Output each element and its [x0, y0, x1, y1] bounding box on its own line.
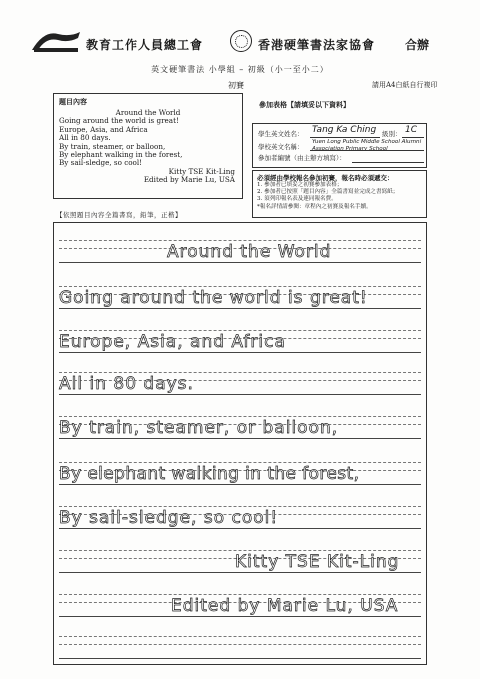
- calligraphy-seal-icon: [230, 30, 252, 52]
- union-logo-icon: [28, 28, 84, 54]
- poem-text: [59, 109, 237, 185]
- name-field[interactable]: Tang Ka Ching: [312, 125, 377, 135]
- note-item: 3. 須列印報名表及連同報名費。: [257, 196, 337, 203]
- paper-note: 請用A4白紙自行複印: [372, 81, 438, 89]
- school-field[interactable]: Yuen Long Public Middle School Alumni Association Primary School: [312, 139, 422, 152]
- poem-editor: Edited by Marie Lu, USA: [143, 175, 235, 185]
- school-label: 學校英文名稱：: [258, 143, 304, 151]
- handwriting-line: Around the World: [167, 242, 332, 262]
- note-item: 2. 參加者已按照「題目內容」全篇書寫並完成之書寫紙；: [257, 189, 399, 196]
- round-label: 初賽: [228, 81, 244, 90]
- name-underline: [310, 137, 380, 138]
- org-left-name: 教育工作人員總工會: [86, 38, 204, 52]
- handwriting-row: [59, 632, 421, 658]
- entry-number-label: 參加者編號（由主辦方填寫）：: [258, 154, 346, 162]
- handwriting-line: Edited by Marie Lu, USA: [171, 596, 399, 616]
- school-underline: [310, 150, 424, 151]
- submission-notes-box: [252, 170, 427, 218]
- handwriting-row: [59, 502, 421, 528]
- writing-instruction: 【依照題目內容全篇書寫，鉛筆，正楷】: [56, 211, 182, 219]
- handwriting-line: All in 80 days.: [59, 374, 194, 394]
- handwriting-row: [59, 326, 421, 352]
- poem-line: By elephant walking in the forest,: [59, 150, 183, 160]
- handwriting-row: [59, 412, 421, 438]
- topic-heading: 題目內容: [59, 97, 87, 106]
- handwriting-line: By elephant walking in the forest,: [59, 464, 360, 484]
- handwriting-row: [59, 458, 421, 484]
- note-item: *報名詳情請參閱：章程內之初賽及報名手續。: [257, 203, 372, 210]
- handwriting-row: [59, 282, 421, 308]
- handwriting-row: [59, 236, 421, 262]
- handwriting-row: [59, 546, 421, 572]
- handwriting-row: [59, 590, 421, 616]
- class-field[interactable]: 1C: [405, 125, 418, 135]
- note-item: 1. 參加者已填妥之初賽參加表格；: [257, 182, 343, 188]
- org-right-name: 香港硬筆書法家協會: [258, 38, 376, 52]
- poem-line: Europe, Asia, and Africa: [59, 124, 148, 134]
- poem-line: All in 80 days.: [59, 133, 111, 143]
- form-heading: 參加表格【請填妥以下資料】: [259, 100, 350, 109]
- handwriting-line: Europe, Asia, and Africa: [59, 332, 286, 352]
- joint-label: 合辦: [405, 38, 430, 52]
- poem-line: By train, steamer, or balloon,: [59, 141, 166, 151]
- handwriting-row: [59, 368, 421, 394]
- class-underline: [402, 137, 424, 138]
- entry-number-field[interactable]: [352, 162, 424, 163]
- handwriting-line: By sail-sledge, so cool!: [59, 508, 279, 528]
- class-label: 級別：: [382, 130, 402, 138]
- name-label: 學生英文姓名：: [258, 130, 304, 138]
- topic-box: [53, 93, 243, 199]
- category-subtitle: 英文硬筆書法 小學組 – 初級（小一至小二）: [151, 65, 329, 74]
- handwriting-line: By train, steamer, or balloon,: [59, 418, 339, 438]
- handwriting-lines: [53, 222, 427, 665]
- handwriting-line: Going around the world is great!: [59, 288, 368, 308]
- poem-line: By sail-sledge, so cool!: [59, 158, 143, 168]
- notes-heading: 必須經由學校報名參加初賽，報名時必須遞交：: [257, 174, 394, 182]
- poem-author: Kitty TSE Kit-Ling: [168, 166, 235, 176]
- handwriting-line: Kitty TSE Kit-Ling: [235, 552, 400, 572]
- poem-title: Around the World: [115, 108, 181, 117]
- poem-line: Going around the world is great!: [59, 116, 179, 126]
